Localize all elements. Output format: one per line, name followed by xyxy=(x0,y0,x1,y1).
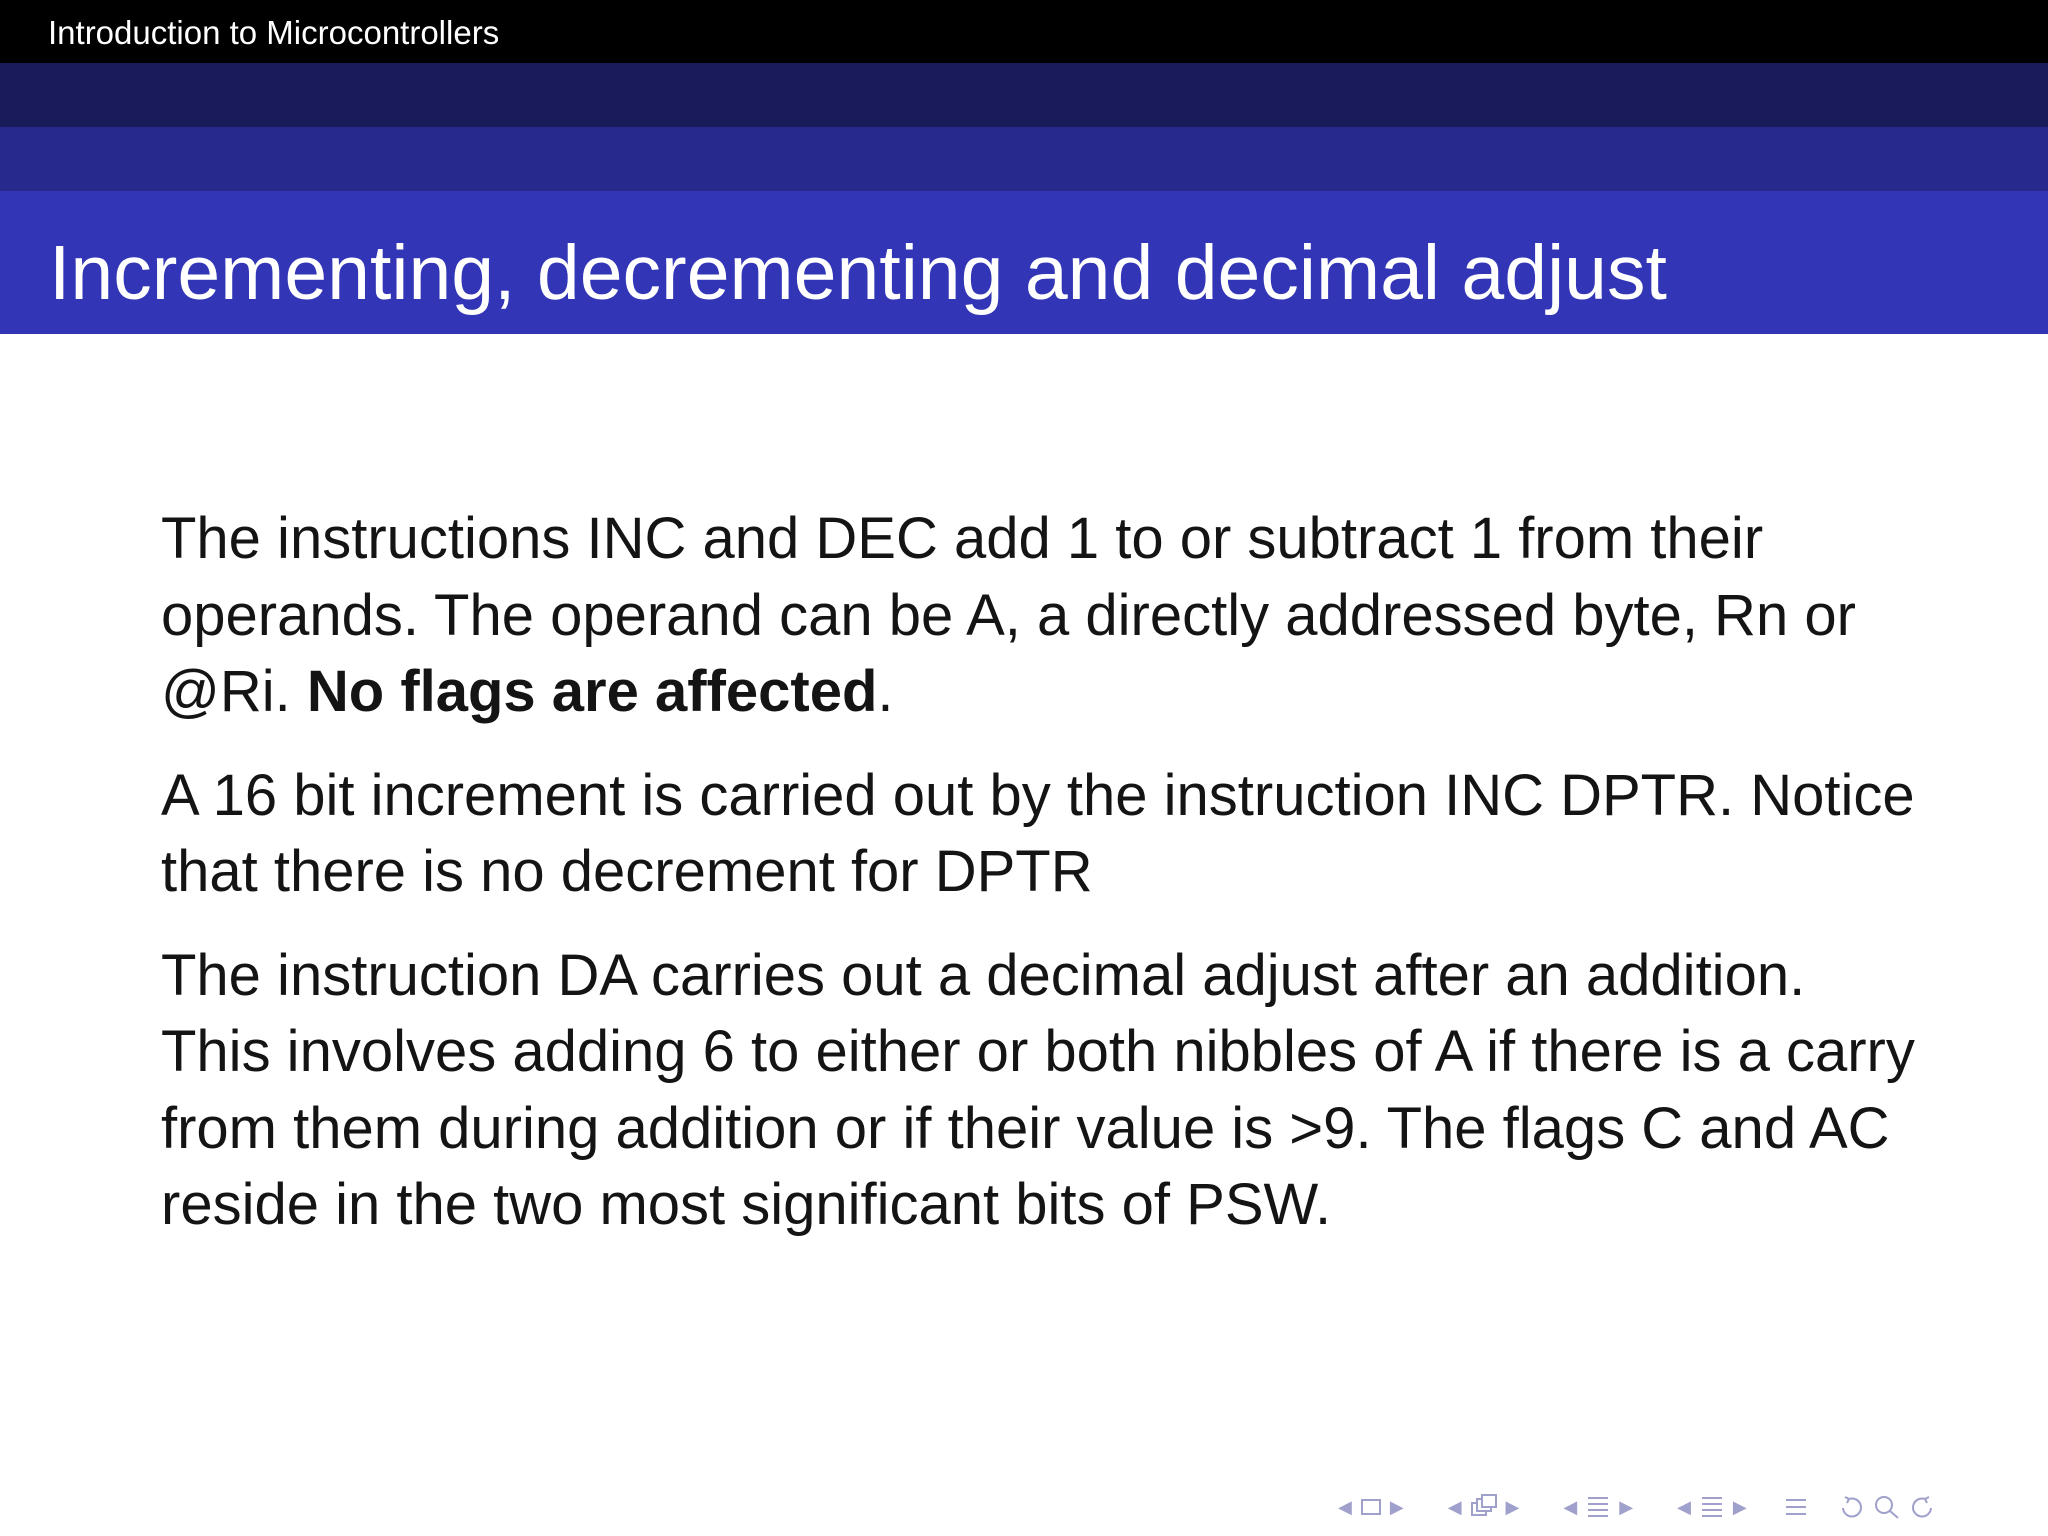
frame-title: Incrementing, decrementing and decimal adjust xyxy=(49,230,1667,316)
document-icon[interactable] xyxy=(1699,1492,1725,1522)
back-icon[interactable] xyxy=(1837,1492,1867,1522)
forward-icon[interactable] xyxy=(1907,1492,1937,1522)
section-icon[interactable] xyxy=(1585,1492,1611,1522)
appendix-icon[interactable] xyxy=(1783,1492,1809,1522)
section-nav-group xyxy=(1555,1492,1641,1522)
header-band-mid xyxy=(0,127,2048,191)
tools-nav-group xyxy=(1837,1492,1937,1522)
frame-nav-group xyxy=(1330,1492,1412,1522)
paragraph-1 xyxy=(161,501,1921,731)
section-prev-icon[interactable]: ◀ xyxy=(1563,1496,1578,1517)
paragraph-3: The instruction DA carries out a decimal adjust after an addition. This involves adding 6 to either or both nibbles of A if there is a carry from them during addition or if their value is >9. The flags C and AC reside in the two most significant bits of PSW. xyxy=(161,942,1915,1237)
paragraph-1-end: . xyxy=(877,659,894,724)
paragraph-2: A 16 bit increment is carried out by the instruction INC DPTR. Notice that there is no decrement for DPTR xyxy=(161,762,1915,904)
subsection-prev-icon[interactable]: ◀ xyxy=(1447,1496,1462,1517)
subsection-nav-group xyxy=(1440,1492,1528,1522)
search-icon[interactable] xyxy=(1873,1492,1901,1522)
section-next-icon[interactable]: ▶ xyxy=(1619,1496,1634,1517)
frame-prev-icon[interactable]: ◀ xyxy=(1338,1496,1352,1517)
subsection-next-icon[interactable]: ▶ xyxy=(1505,1496,1520,1517)
top-bar xyxy=(0,0,2048,63)
subsection-icon[interactable] xyxy=(1470,1492,1498,1522)
course-title: Introduction to Microcontrollers xyxy=(48,14,500,51)
slide-body xyxy=(161,501,1921,1271)
appendix-nav-group xyxy=(1783,1492,1809,1522)
paragraph-1-bold: No flags are affected xyxy=(306,659,878,724)
header-band-dark xyxy=(0,63,2048,127)
frame-next-icon[interactable]: ▶ xyxy=(1389,1496,1404,1517)
document-next-icon[interactable]: ▶ xyxy=(1732,1496,1747,1517)
document-nav-group xyxy=(1669,1492,1755,1522)
document-prev-icon[interactable]: ◀ xyxy=(1677,1496,1691,1517)
navigation-bar xyxy=(1330,1490,2040,1524)
frame-icon[interactable] xyxy=(1360,1492,1382,1522)
paragraph-1-text: The instructions INC and DEC add 1 to or subtract 1 from their operands. The operand can be A, a directly addressed byte, Rn or @Ri. xyxy=(161,506,1856,724)
